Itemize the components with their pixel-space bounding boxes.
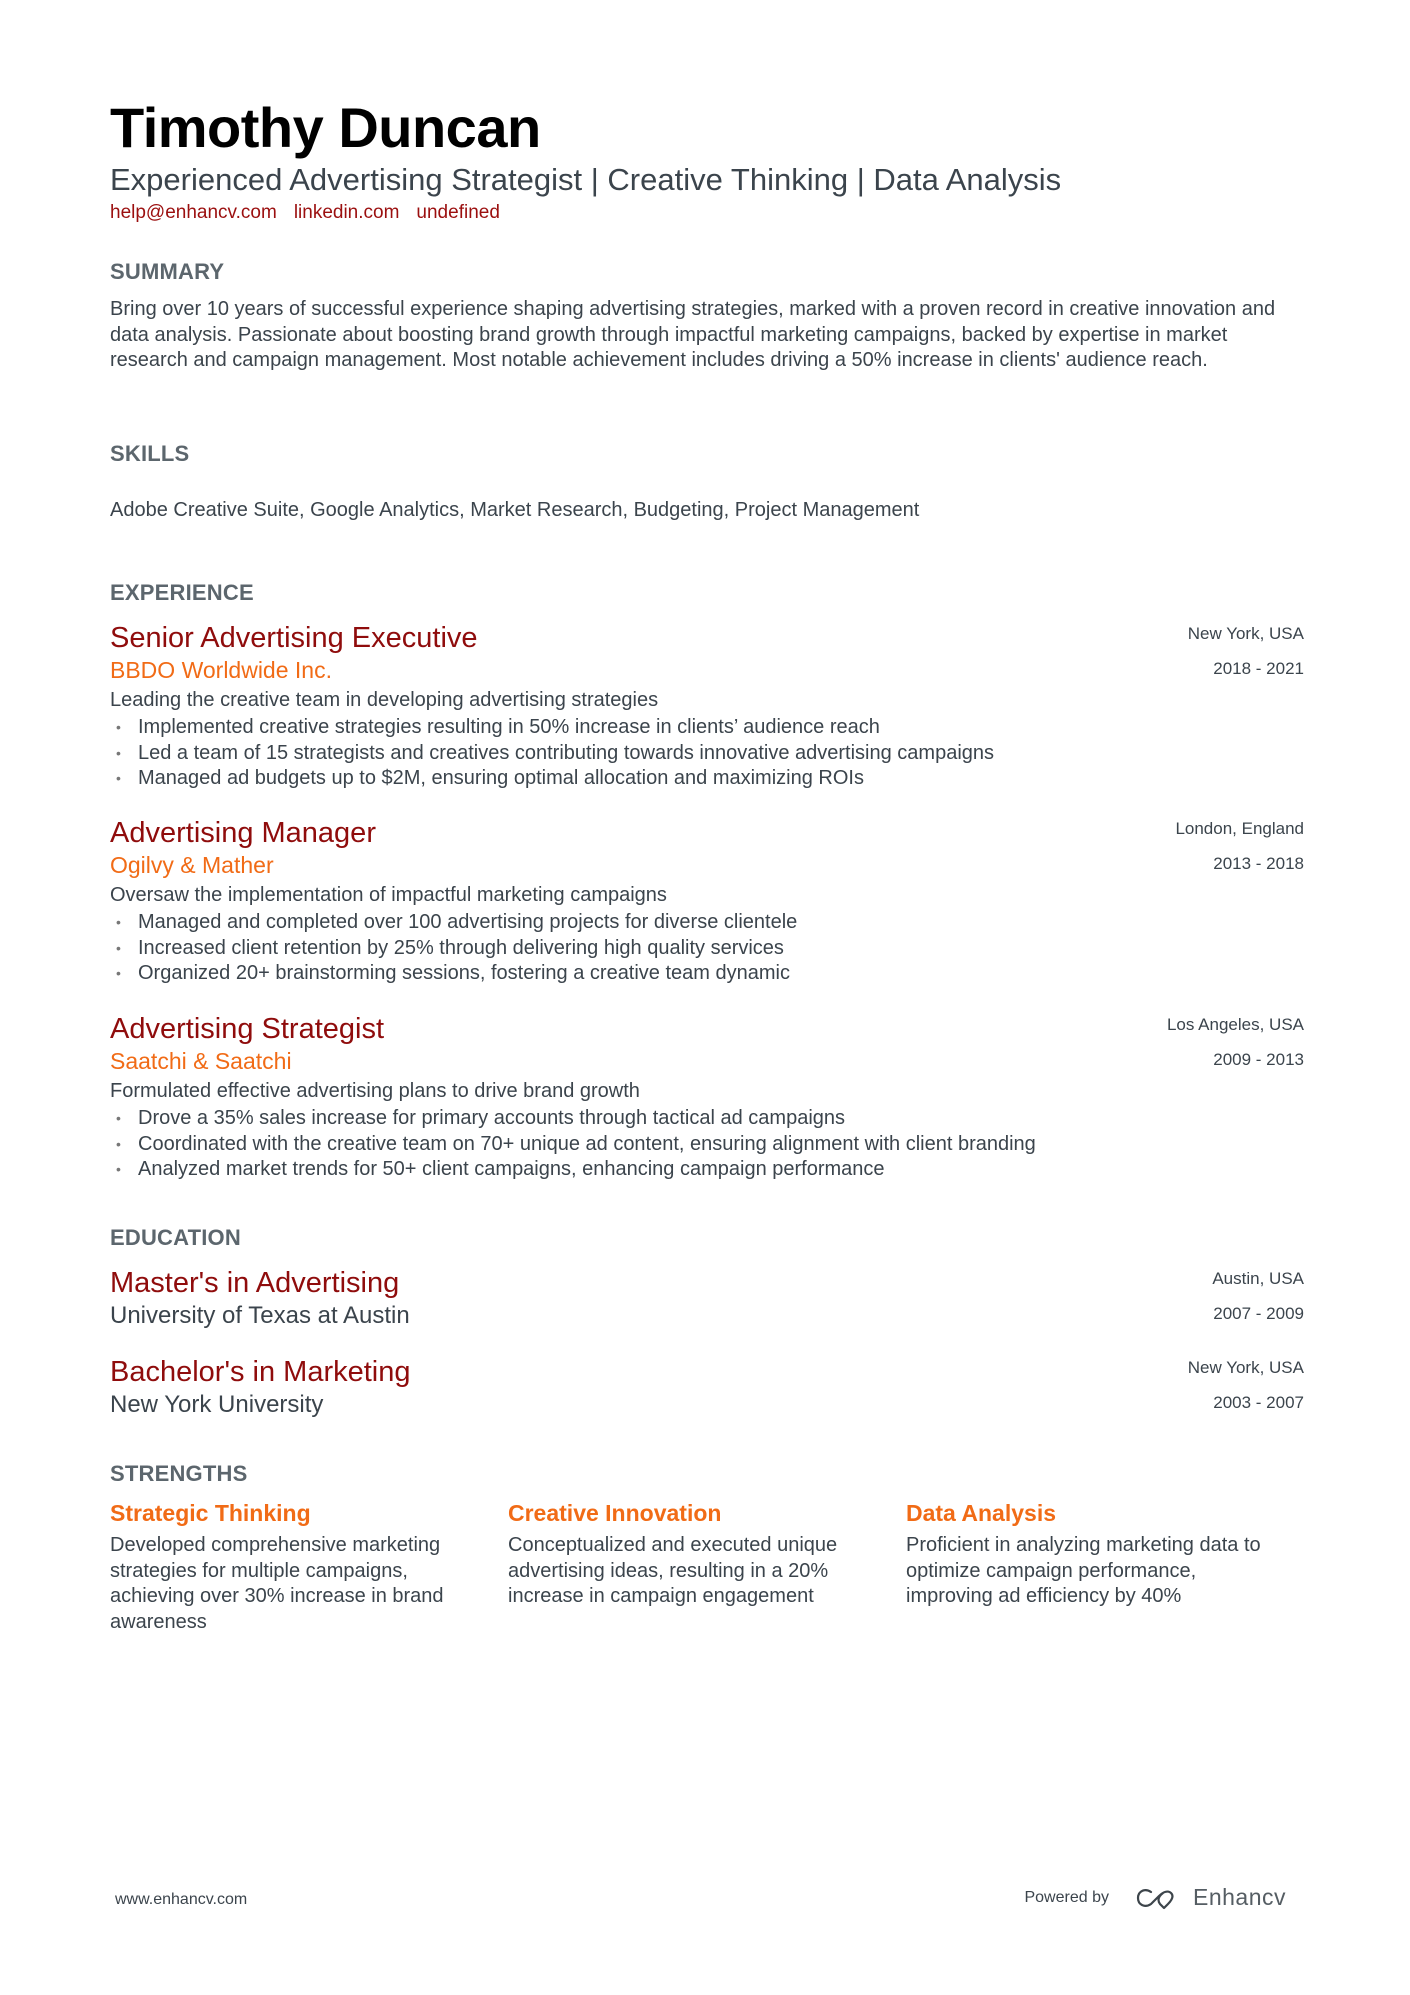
- job-description: Leading the creative team in developing advertising strategies: [110, 689, 659, 711]
- education-meta: [1212, 1267, 1304, 1326]
- education-location: New York, USA: [1187, 1358, 1304, 1377]
- education-entry: [110, 1354, 1304, 1420]
- achievement-list: [110, 1106, 1304, 1183]
- strength-description: Proficient in analyzing marketing data to optimize campaign performance, improving ad efficiency by 40%: [906, 1534, 1261, 1607]
- achievement-item: • Managed ad budgets up to $2M, ensuring optimal allocation and maximizing ROIs: [110, 766, 1304, 792]
- job-dates: 2009 - 2013: [1213, 1050, 1304, 1069]
- bullet-icon: •: [116, 914, 121, 930]
- experience-entry: [110, 1011, 1304, 1183]
- section-title-education: EDUCATION: [110, 1225, 241, 1250]
- strength-description: Developed comprehensive marketing strategies for multiple campaigns, achieving over 30% increase in brand awareness: [110, 1534, 444, 1633]
- strength-item: [508, 1497, 906, 1635]
- achievement-item: • Coordinated with the creative team on 70+ unique ad content, ensuring alignment with client branding: [110, 1132, 1304, 1158]
- powered-by-badge[interactable]: [1024, 1884, 1286, 1911]
- powered-by-label: Powered by: [1024, 1888, 1109, 1906]
- achievement-item: • Led a team of 15 strategists and creatives contributing towards innovative advertising campaigns: [110, 741, 1304, 767]
- education-dates: 2007 - 2009: [1213, 1304, 1304, 1323]
- strength-title: Data Analysis: [906, 1500, 1056, 1526]
- website-link[interactable]: undefined: [416, 202, 500, 223]
- job-meta: [1167, 1013, 1304, 1072]
- experience-entry: [110, 620, 1304, 792]
- bullet-icon: •: [116, 1161, 121, 1177]
- section-title-experience: EXPERIENCE: [110, 580, 254, 605]
- job-description: Formulated effective advertising plans to drive brand growth: [110, 1080, 640, 1102]
- degree-title: Master's in Advertising: [110, 1267, 400, 1299]
- section-title-summary: SUMMARY: [110, 259, 225, 284]
- section-title-strengths: STRENGTHS: [110, 1461, 248, 1486]
- achievement-item: • Drove a 35% sales increase for primary accounts through tactical ad campaigns: [110, 1106, 1304, 1132]
- bullet-icon: •: [116, 965, 121, 981]
- achievement-item: • Increased client retention by 25% through delivering high quality services: [110, 936, 1304, 962]
- achievement-item: • Organized 20+ brainstorming sessions, fostering a creative team dynamic: [110, 961, 1304, 987]
- job-title: Senior Advertising Executive: [110, 622, 478, 654]
- company-name: Ogilvy & Mather: [110, 852, 274, 878]
- strength-title: Strategic Thinking: [110, 1500, 311, 1526]
- education-location: Austin, USA: [1212, 1269, 1304, 1288]
- job-meta: [1188, 622, 1304, 681]
- achievement-item: • Managed and completed over 100 advertising projects for diverse clientele: [110, 910, 1304, 936]
- email-link[interactable]: help@enhancv.com: [110, 202, 277, 223]
- strength-title: Creative Innovation: [508, 1500, 722, 1526]
- enhancv-logo-icon: [1135, 1886, 1181, 1910]
- bullet-icon: •: [116, 1110, 121, 1126]
- contact-links: [110, 201, 517, 225]
- education-entry: [110, 1265, 1304, 1331]
- footer-website-link[interactable]: www.enhancv.com: [115, 1891, 248, 1908]
- achievement-list: [110, 910, 1304, 987]
- school-name: New York University: [110, 1391, 324, 1418]
- skills-list: Adobe Creative Suite, Google Analytics, Market Research, Budgeting, Project Management: [110, 499, 920, 521]
- strength-item: [906, 1497, 1304, 1635]
- bullet-icon: •: [116, 1135, 121, 1152]
- achievement-item: • Implemented creative strategies resulting in 50% increase in clients’ audience reach: [110, 715, 1304, 741]
- job-dates: 2013 - 2018: [1213, 854, 1304, 873]
- strengths-grid: [110, 1497, 1304, 1635]
- education-dates: 2003 - 2007: [1213, 1393, 1304, 1412]
- education-meta: [1188, 1356, 1304, 1415]
- job-title: Advertising Strategist: [110, 1013, 385, 1045]
- company-name: Saatchi & Saatchi: [110, 1048, 292, 1074]
- enhancv-brand-name: Enhancv: [1192, 1884, 1286, 1910]
- candidate-name: Timothy Duncan: [110, 96, 541, 159]
- job-location: London, England: [1175, 819, 1304, 838]
- achievement-list: [110, 715, 1304, 792]
- job-location: New York, USA: [1187, 624, 1304, 643]
- degree-title: Bachelor's in Marketing: [110, 1356, 411, 1388]
- company-name: BBDO Worldwide Inc.: [110, 657, 332, 683]
- bullet-icon: •: [116, 770, 121, 786]
- resume-page: [110, 0, 1304, 1995]
- experience-entry: [110, 815, 1304, 987]
- strength-item: [110, 1497, 508, 1635]
- achievement-item: • Analyzed market trends for 50+ client campaigns, enhancing campaign performance: [110, 1157, 1304, 1183]
- job-dates: 2018 - 2021: [1213, 659, 1304, 678]
- linkedin-link[interactable]: linkedin.com: [293, 202, 400, 223]
- job-meta: [1175, 817, 1304, 876]
- candidate-headline: Experienced Advertising Strategist | Creative Thinking | Data Analysis: [110, 162, 1062, 197]
- bullet-icon: •: [116, 719, 121, 735]
- job-title: Advertising Manager: [110, 817, 376, 849]
- school-name: University of Texas at Austin: [110, 1302, 410, 1329]
- job-location: Los Angeles, USA: [1166, 1015, 1304, 1034]
- bullet-icon: •: [116, 744, 121, 761]
- strength-description: Conceptualized and executed unique advertising ideas, resulting in a 20% increase in campaign engagement: [508, 1534, 838, 1607]
- bullet-icon: •: [116, 939, 121, 956]
- summary-text: Bring over 10 years of successful experience shaping advertising strategies, marked with a proven record in creative innovation and data analysis. Passionate about boosting brand growth through impactful marketing campaigns, backed by expertise in market research and campaign management. Most notable achievement includes driving a 50% increase in clients' audience reach.: [110, 298, 1276, 371]
- section-title-skills: SKILLS: [110, 441, 190, 466]
- job-description: Oversaw the implementation of impactful marketing campaigns: [110, 884, 667, 906]
